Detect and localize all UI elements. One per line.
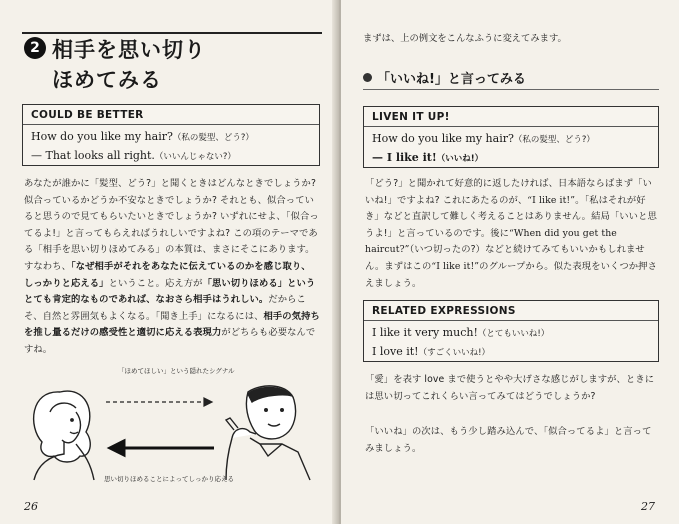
box-header: LIVEN IT UP! <box>364 107 658 127</box>
body-text: （いつ切ったの?）などと続けてみてもいいかもしれません。まずはこの <box>365 244 645 272</box>
example-line-2 <box>364 149 658 168</box>
body-text: 「どう?」と聞かれて好意的に返したければ、日本語ならばまず「いいね!」ですよね? これにあたるのが、 <box>365 178 652 206</box>
example-line-1 <box>364 130 658 149</box>
example-jp: （私の髪型、どう?） <box>513 135 595 145</box>
body-text: のグループから。似た表現をいくつか押さえましょう。 <box>365 260 657 289</box>
solid-arrow-icon <box>110 441 214 455</box>
illustration-top-label: 「ほめてほしい」という隠れたシグナル <box>118 367 235 375</box>
example-jp: （すごくいいね!） <box>418 348 490 358</box>
section-title-line2: ほめてみる <box>52 68 162 92</box>
related-expressions-box <box>363 300 659 362</box>
body-text: がどちらも必要なんですね。 <box>24 327 316 355</box>
body-paragraph <box>24 176 320 359</box>
bullet-icon <box>363 73 372 82</box>
body-paragraph-3: 「いいね」の次は、もう少し踏み込んで、「似合ってるよ」と言ってみましょう。 <box>365 426 652 454</box>
subheading-rule <box>363 89 659 90</box>
page-number: 27 <box>641 500 655 513</box>
body-text: 。「私はそれが好き」などと直訳して難しく考えることはありません。結局「いいと思うよ!」と言っているのです。後に <box>365 194 657 239</box>
example-en: I like it very much! <box>372 326 478 339</box>
subheading: 「いいね!」と言ってみる <box>377 72 526 87</box>
right-page <box>341 0 679 524</box>
example-line-1 <box>23 128 319 147</box>
man-figure-icon <box>226 386 310 480</box>
box-header: COULD BE BETTER <box>23 105 319 125</box>
example-en: — That looks all right. <box>31 149 155 162</box>
section-title-line1: 相手を思い切り <box>52 38 206 62</box>
example-jp: （私の髪型、どう?） <box>172 133 254 143</box>
example-jp: （いいね!） <box>436 154 484 164</box>
dashed-arrow-icon <box>106 398 212 406</box>
could-be-better-box <box>22 104 320 166</box>
english-phrase: “I like it!” <box>431 260 480 272</box>
example-line-2 <box>23 147 319 166</box>
dash: — <box>372 151 383 164</box>
body-text: だからこそ、自然と雰囲気もよくなる。「聞き上手」になるには、 <box>24 294 306 322</box>
page-number: 26 <box>24 500 38 513</box>
intro-text: まずは、上の例文をこんなふうに変えてみます。 <box>363 33 567 44</box>
english-phrase: “When did you get the haircut?” <box>365 227 617 256</box>
example-en: I like it! <box>386 151 437 164</box>
body-paragraph-2: 「愛」を表す love まで使うとやや大げさな感じがしますが、ときには思い切ってこれくらい言ってみてはどうでしょうか? <box>365 374 655 402</box>
example-line-1 <box>364 324 658 343</box>
body-paragraph <box>365 176 659 292</box>
example-jp: （いいんじゃない?） <box>154 152 236 162</box>
example-en: How do you like my hair? <box>372 132 514 145</box>
box-header: RELATED EXPRESSIONS <box>364 301 658 321</box>
illustration-bottom-label: 思い切りほめることによってしっかり応える <box>104 475 234 483</box>
body-text: あなたが誰かに「髪型、どう?」と聞くときはどんなときでしょうか? 似合っているかどうか不安なときでしょうか? それとも、似合っていると思うので見てもらいたいときでしょうか? いずれにせよ、「似合ってるよ!」と言ってもらえればうれしいですよね? この項のテーマである「相手を思い切りほめてみる」の本質は、まさにそこにあります。すなわち、 <box>24 178 319 272</box>
illustration <box>20 372 320 482</box>
english-phrase: “I like it!” <box>527 194 576 206</box>
woman-figure-icon <box>34 391 94 480</box>
section-number-badge: 2 <box>24 37 46 59</box>
body-text: ということ。応え方が <box>108 277 203 289</box>
liven-it-up-box <box>363 106 659 168</box>
left-page <box>0 0 338 524</box>
example-jp: （とてもいいね!） <box>477 329 550 339</box>
example-en: I love it! <box>372 345 419 358</box>
example-line-2 <box>364 343 658 362</box>
emphasis-text: 相手の気持ちを推し量るだけの感受性と適切に応える表現力 <box>24 310 320 339</box>
emphasis-text: 「思い切りほめる」というとても肯定的なものであれば、なおさら相手はうれしい。 <box>24 277 316 306</box>
emphasis-text: 「なぜ相手がそれをあなたに伝えているのかを感じ取り、しっかりと応える」 <box>24 260 311 289</box>
example-en: How do you like my hair? <box>31 130 173 143</box>
